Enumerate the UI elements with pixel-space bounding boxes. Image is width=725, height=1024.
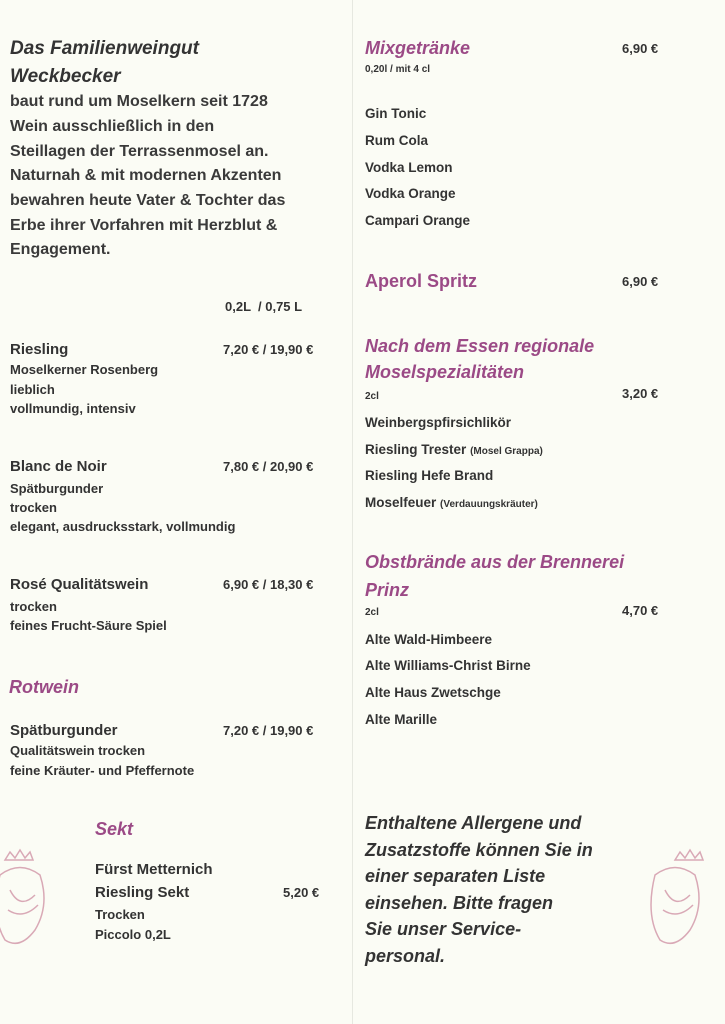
rotwein-detail: Qualitätswein trocken <box>10 743 146 758</box>
page-fold-divider <box>352 0 353 1024</box>
wine-detail: elegant, ausdrucksstark, vollmundig <box>10 519 236 534</box>
wine-detail: trocken <box>10 599 57 614</box>
mix-item: Vodka Lemon <box>365 160 453 175</box>
sekt-heading: Sekt <box>95 819 134 839</box>
obst-heading-line: Prinz <box>365 580 410 600</box>
regional-item <box>365 496 538 510</box>
wine-detail: trocken <box>10 500 57 515</box>
wine-name: Rosé Qualitätswein <box>10 576 149 593</box>
regional-item <box>365 443 543 457</box>
obst-note: 2cl <box>365 607 379 618</box>
regional-note: 2cl <box>365 391 379 402</box>
intro-text-line: Naturnah & mit modernen Akzenten <box>10 167 282 184</box>
intro-text-line: Engagement. <box>10 241 111 258</box>
allergen-note-line: einer separaten Liste <box>365 866 546 886</box>
regional-item <box>365 469 493 483</box>
mix-item: Vodka Orange <box>365 186 456 201</box>
rotwein-price: 7,20 € / 19,90 € <box>223 723 314 738</box>
rotwein-detail: feine Kräuter- und Pfeffernote <box>10 763 195 778</box>
sekt-detail: Trocken <box>95 907 145 922</box>
intro-text-line: baut rund um Moselkern seit 1728 <box>10 93 268 110</box>
rotwein-name: Spätburgunder <box>10 722 118 739</box>
sekt-name-line: Riesling Sekt <box>95 884 190 901</box>
regional-price: 3,20 € <box>622 386 659 401</box>
intro-title-line-1: Das Familienweingut <box>10 38 199 59</box>
regional-item-name: Moselfeuer <box>365 495 437 510</box>
wine-detail: Spätburgunder <box>10 481 104 496</box>
allergen-note-line: Sie unser Service- <box>365 919 522 939</box>
obst-item: Alte Wald-Himbeere <box>365 632 493 647</box>
allergen-note-line: Enthaltene Allergene und <box>365 813 582 833</box>
intro-text-line: bewahren heute Vater & Tochter das <box>10 192 286 209</box>
allergen-note-line: einsehen. Bitte fragen <box>365 893 554 913</box>
allergen-note-line: personal. <box>365 946 446 966</box>
regional-item <box>365 416 511 430</box>
wine-detail: vollmundig, intensiv <box>10 401 136 416</box>
intro-title-line-2: Weckbecker <box>10 66 121 87</box>
sizes-header: 0,2L / 0,75 L <box>225 299 303 314</box>
regional-item-name: Riesling Trester <box>365 442 467 457</box>
intro-text-line: Steillagen der Terrassenmosel an. <box>10 143 269 160</box>
sekt-detail: Piccolo 0,2L <box>95 927 171 942</box>
obst-heading-line: Obstbrände aus der Brennerei <box>365 552 625 572</box>
regional-item-name: Riesling Hefe Brand <box>365 468 494 483</box>
wine-price: 7,80 € / 20,90 € <box>223 459 314 474</box>
mix-heading: Mixgetränke <box>365 38 471 58</box>
sekt-name-line: Fürst Metternich <box>95 861 213 878</box>
aperol-price: 6,90 € <box>622 274 659 289</box>
regional-heading-line: Moselspezialitäten <box>365 362 525 382</box>
regional-item-extra: (Verdauungskräuter) <box>440 499 538 510</box>
allergen-note-line: Zusatzstoffe können Sie in <box>365 840 593 860</box>
mix-item: Rum Cola <box>365 133 429 148</box>
wine-price: 7,20 € / 19,90 € <box>223 342 314 357</box>
wine-price: 6,90 € / 18,30 € <box>223 577 314 592</box>
wine-name: Riesling <box>10 341 69 358</box>
rotwein-heading: Rotwein <box>9 677 79 697</box>
mix-note: 0,20l / mit 4 cl <box>365 64 431 75</box>
regional-heading-line: Nach dem Essen regionale <box>365 336 595 356</box>
obst-item: Alte Williams-Christ Birne <box>365 658 531 673</box>
obst-item: Alte Marille <box>365 712 438 727</box>
obst-price: 4,70 € <box>622 603 659 618</box>
wine-detail: lieblich <box>10 382 55 397</box>
crest-left-icon <box>0 845 60 955</box>
wine-detail: Moselkerner Rosenberg <box>10 362 159 377</box>
wine-name: Blanc de Noir <box>10 458 107 475</box>
mix-item: Gin Tonic <box>365 106 427 121</box>
wine-detail: feines Frucht-Säure Spiel <box>10 618 167 633</box>
mix-price: 6,90 € <box>622 41 659 56</box>
mix-item: Campari Orange <box>365 213 471 228</box>
obst-item: Alte Haus Zwetschge <box>365 685 501 700</box>
intro-text-line: Erbe ihrer Vorfahren mit Herzblut & <box>10 217 278 234</box>
aperol-heading: Aperol Spritz <box>365 271 478 291</box>
crest-right-icon <box>640 845 710 955</box>
regional-item-extra: (Mosel Grappa) <box>470 446 543 457</box>
regional-item-name: Weinbergspfirsichlikör <box>365 415 512 430</box>
intro-text-line: Wein ausschließlich in den <box>10 118 215 135</box>
sekt-price: 5,20 € <box>283 885 320 900</box>
